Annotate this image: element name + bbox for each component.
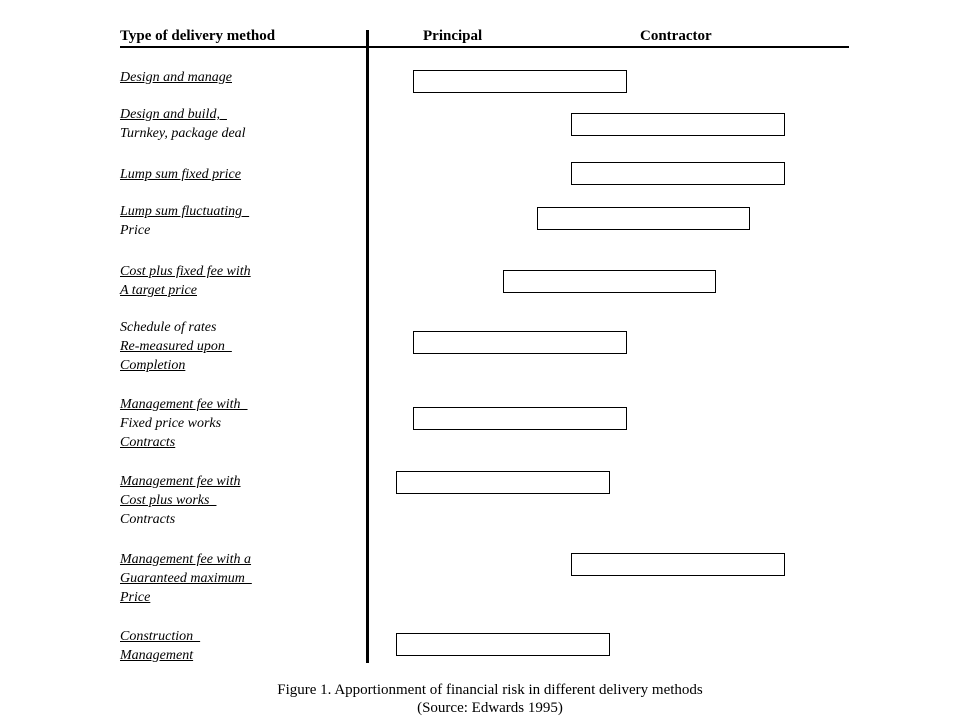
delivery-method-label — [120, 105, 246, 143]
method-label-line: Cost plus fixed fee with — [120, 264, 251, 279]
method-label-line: Management — [120, 648, 194, 663]
method-label-line: Management fee with — [120, 397, 248, 412]
method-label-line: Guaranteed maximum — [120, 571, 252, 586]
method-label-line: Price — [120, 223, 151, 238]
method-label-line: Lump sum fixed price — [120, 167, 241, 182]
delivery-method-label — [120, 472, 241, 529]
risk-bar — [571, 553, 785, 576]
method-label-line: Turnkey, package deal — [120, 126, 246, 141]
method-label-line: Contracts — [120, 512, 176, 527]
header-contractor: Contractor — [640, 28, 712, 44]
risk-bar — [537, 207, 751, 230]
header-rule — [120, 46, 849, 48]
caption-line-2: (Source: Edwards 1995) — [417, 700, 563, 716]
figure-caption — [0, 681, 960, 717]
method-label-line: Design and manage — [120, 70, 232, 85]
delivery-method-label — [120, 68, 232, 87]
delivery-method-label — [120, 550, 252, 607]
method-label-line: A target price — [120, 283, 197, 298]
method-label-line: Contracts — [120, 435, 176, 450]
method-label-line: Management fee with a — [120, 552, 252, 567]
header-principal: Principal — [423, 28, 483, 44]
risk-bar — [413, 407, 627, 430]
delivery-method-label — [120, 627, 200, 665]
risk-bar — [571, 113, 785, 136]
method-label-line: Cost plus works — [120, 493, 217, 508]
header-type: Type of delivery method — [120, 28, 276, 44]
method-label-line: Completion — [120, 358, 186, 373]
delivery-method-label — [120, 395, 248, 452]
risk-bar — [396, 471, 610, 494]
method-label-line: Management fee with — [120, 474, 241, 489]
delivery-method-label — [120, 165, 241, 184]
risk-bar — [503, 270, 717, 293]
method-label-line: Lump sum fluctuating — [120, 204, 250, 219]
caption-line-1: Figure 1. Apportionment of financial risk in different delivery methods — [277, 682, 703, 698]
method-label-line: Price — [120, 590, 151, 605]
method-label-line: Construction — [120, 629, 201, 644]
method-label-line: Schedule of rates — [120, 320, 217, 335]
delivery-method-label — [120, 318, 232, 375]
risk-bar — [413, 331, 627, 354]
method-label-line: Fixed price works — [120, 416, 222, 431]
risk-bar — [396, 633, 610, 656]
method-label-line: Design and build, — [120, 107, 227, 122]
delivery-method-label — [120, 262, 251, 300]
risk-bar — [571, 162, 785, 185]
delivery-method-label — [120, 202, 249, 240]
method-label-line: Re-measured upon — [120, 339, 232, 354]
divider-line — [366, 30, 369, 663]
risk-bar — [413, 70, 627, 93]
